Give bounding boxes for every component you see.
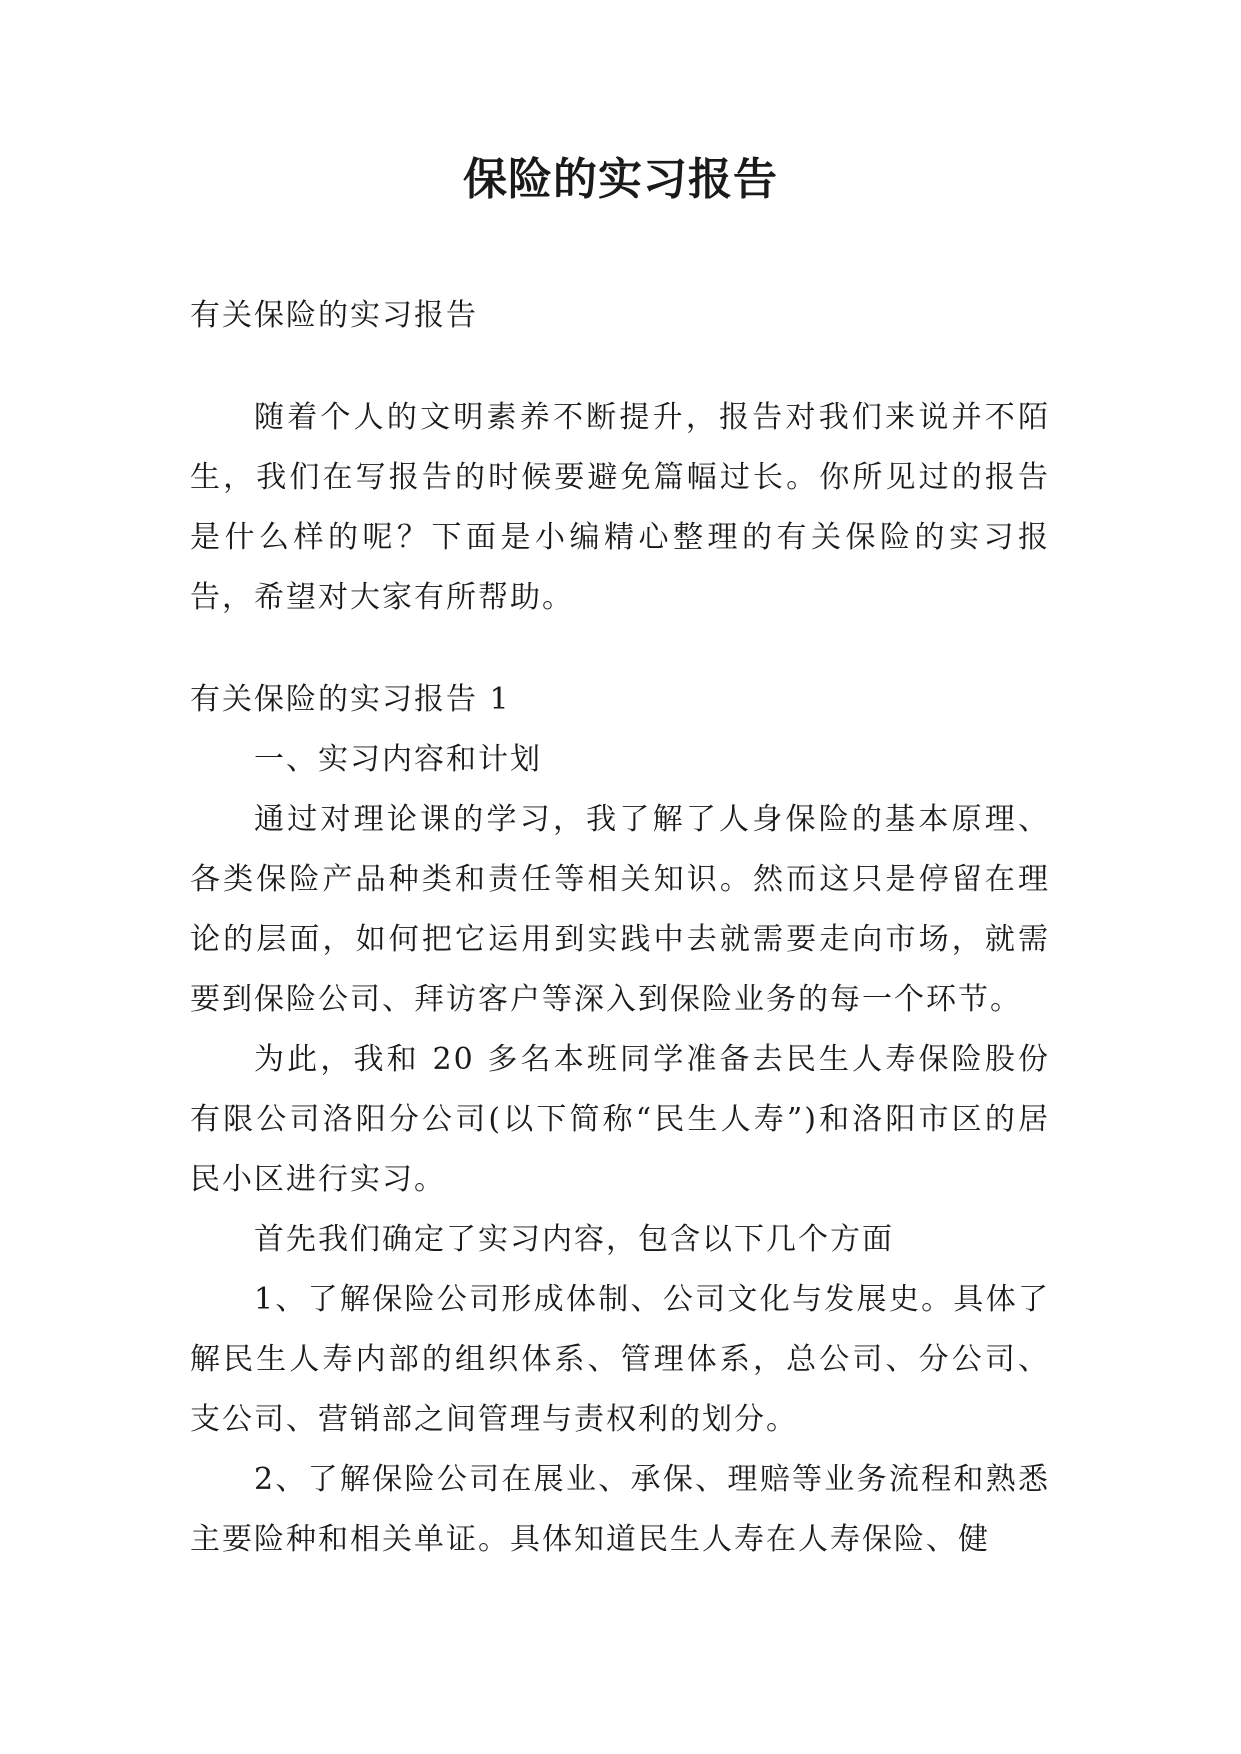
list-item: 1、了解保险公司形成体制、公司文化与发展史。具体了解民生人寿内部的组织体系、管理体系，总公司、分公司、支公司、营销部之间管理与责权利的划分。 bbox=[190, 1282, 1050, 1437]
list-item: 2、了解保险公司在展业、承保、理赔等业务流程和熟悉主要险种和相关单证。具体知道民生人寿在人寿保险、健 bbox=[190, 1462, 1050, 1557]
body-paragraph: 为此，我和 20 多名本班同学准备去民生人寿保险股份有限公司洛阳分公司(以下简称“民生人寿”)和洛阳市区的居民小区进行实习。 bbox=[190, 1042, 1050, 1197]
document-subtitle: 有关保险的实习报告 bbox=[190, 298, 478, 333]
document-body bbox=[190, 286, 1050, 1570]
body-paragraph: 首先我们确定了实习内容，包含以下几个方面 bbox=[254, 1222, 894, 1257]
body-paragraph: 通过对理论课的学习，我了解了人身保险的基本原理、各类保险产品种类和责任等相关知识。然而这只是停留在理论的层面，如何把它运用到实践中去就需要走向市场，就需要到保险公司、拜访客户等深入到保险业务的每一个环节。 bbox=[190, 802, 1050, 1017]
section-heading-plan: 一、实习内容和计划 bbox=[254, 742, 542, 777]
intro-paragraph: 随着个人的文明素养不断提升，报告对我们来说并不陌生，我们在写报告的时候要避免篇幅过长。你所见过的报告是什么样的呢？下面是小编精心整理的有关保险的实习报告，希望对大家有所帮助。 bbox=[190, 400, 1050, 615]
document-title: 保险的实习报告 bbox=[463, 154, 778, 205]
section-title: 有关保险的实习报告 1 bbox=[190, 682, 511, 717]
